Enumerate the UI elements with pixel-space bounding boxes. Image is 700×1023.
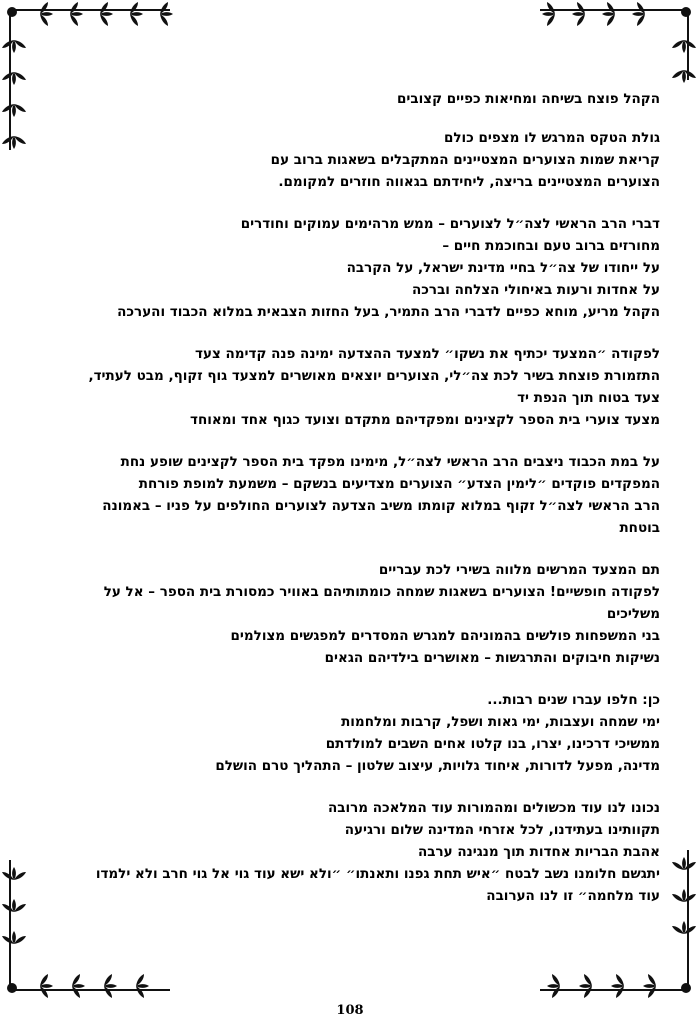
poem-line: משליכים — [606, 606, 660, 622]
poem-body — [50, 88, 660, 927]
stanza-7 — [50, 689, 660, 777]
poem-line: בני המשפחות פולשים בהמוניהם למגרש המסדרים למפגשים מצולמים — [230, 628, 660, 644]
stanza-4 — [50, 343, 660, 431]
stanza-5 — [50, 451, 660, 539]
poem-line: עוד מלחמה״ זו לנו הערובה — [486, 888, 660, 904]
poem-line: אהבת הבריות אחדות תוך מנגינה ערבה — [418, 844, 660, 860]
poem-line: על אחדות ורעות באיחולי הצלחה וברכה — [412, 282, 660, 298]
poem-line: לפקודה ״המצעד יכתיף את נשקו״ למצעד ההצדעה ימינה פנה קדימה צעד — [195, 346, 660, 362]
poem-line: כן: חלפו עברו שנים רבות... — [487, 692, 660, 708]
top-right-ornament — [540, 2, 696, 83]
page-number: 108 — [336, 1003, 364, 1018]
poem-line: מצעד צוערי בית הספר לקצינים ומפקדיהם מתקדם וצועד כגוף אחד ומאוחד — [190, 412, 660, 428]
poem-line: תם המצעד המרשים מלווה בשירי לכת עבריים — [378, 562, 660, 578]
poem-line: התזמורת פוצחת בשיר לכת צה״לי, הצוערים יוצאים מאושרים למצעד גוף זקוף, מבט לעתיד, — [88, 368, 660, 384]
stanza-8 — [50, 797, 660, 907]
poem-line: הקהל מריע, מוחא כפיים לדברי הרב התמיר, בעל החזות הצבאית במלוא הכבוד והערכה — [117, 304, 660, 320]
poem-line: ימי שמחה ועצבות, ימי גאות ושפל, קרבות ומלחמות — [341, 714, 660, 730]
poem-line: מחורזים ברוב טעם ובחוכמת חיים – — [442, 238, 660, 254]
poem-line: תקוותינו בעתידנו, לכל אזרחי המדינה שלום ורגיעה — [344, 822, 660, 838]
poem-line: הקהל פוצח בשיחה ומחיאות כפיים קצובים — [397, 91, 660, 107]
poem-line: בוטחת — [619, 520, 660, 536]
stanza-3 — [50, 213, 660, 323]
poem-line: מדינה, מפעל לדורות, איחוד גלויות, עיצוב שלטון – התהליך טרם הושלם — [215, 758, 660, 774]
poem-line: צעד בטוח תוך הנפת יד — [517, 390, 660, 406]
poem-line: הרב הראשי לצה״ל זקוף במלוא קומתו משיב הצדעה לצוערים החולפים על פניו – באמונה — [102, 498, 660, 514]
stanza-1 — [50, 88, 660, 110]
poem-line: לפקודה חופשיים! הצוערים בשאגות שמחה כומתותיהם באוויר כמסורת בית הספר – אל על — [103, 584, 660, 600]
poem-line: דברי הרב הראשי לצה״ל לצוערים – ממש מרהימים עמוקים וחודרים — [240, 216, 660, 232]
poem-line: ממשיכי דרכינו, יצרו, בנו קלטו אחים השבים למולדתם — [325, 736, 660, 752]
poem-line: יתגשם חלומנו נשב לבטח ״איש תחת גפנו ותאנתו״ ״ולא ישא עוד גוי אל גוי חרב ולא ילמדו — [95, 866, 660, 882]
poem-line: נשיקות חיבוקים והתרגשות – מאושרים בילדיהם הגאים — [324, 650, 660, 666]
poem-line: גולת הטקס המרגש לו מצפים כולם — [443, 130, 660, 146]
poem-line: קריאת שמות הצוערים המצטיינים המתקבלים בשאגות ברוב עם — [270, 152, 660, 168]
stanza-6 — [50, 559, 660, 669]
poem-line: המפקדים פוקדים ״לימין הצדע״ הצוערים מצדיעים בנשקם – משמעת למופת פורחת — [138, 476, 660, 492]
poem-line: על ייחודו של צה״ל בחיי מדינת ישראל, על הקרבה — [346, 260, 660, 276]
poem-line: הצוערים המצטיינים בריצה, ליחידתם בגאווה חוזרים למקומם. — [278, 174, 660, 190]
poem-line: על במת הכבוד ניצבים הרב הראשי לצה״ל, מימינו מפקד בית הספר לקצינים שופע נחת — [120, 454, 660, 470]
stanza-2 — [50, 127, 660, 193]
poem-line: נכונו לנו עוד מכשולים ומהמורות עוד המלאכה מרובה — [328, 800, 660, 816]
